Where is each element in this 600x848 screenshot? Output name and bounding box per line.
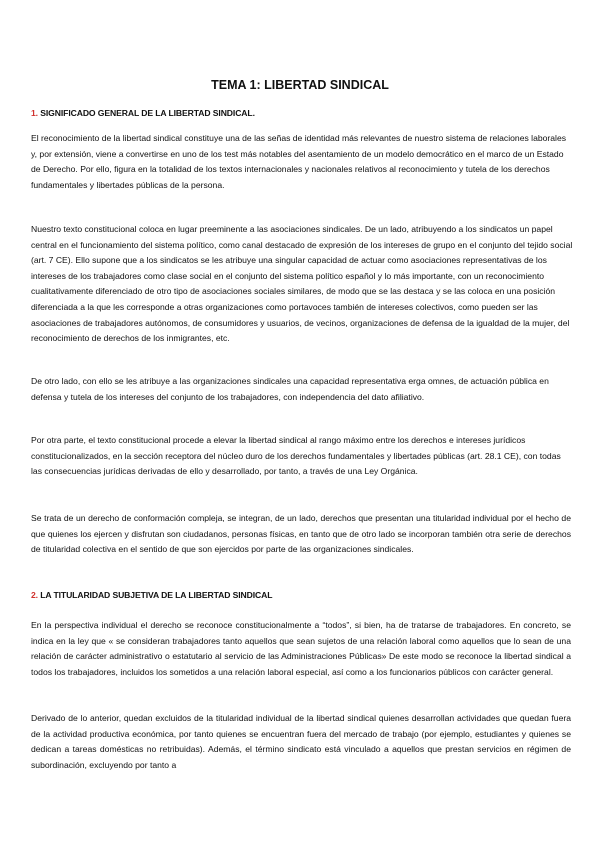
paragraph: Se trata de un derecho de conformación compleja, se integran, de un lado, derechos que presentan una titularidad individual por el hecho de que quienes los ejercen y disfrutan son ciudadanos, personas físicas, en tanto que de otro lado se incorporan también otra serie de derechos de titularidad colectiva en el sentido de que son ejercidos por parte de las organizaciones sindicales. — [31, 513, 571, 555]
paragraph: Por otra parte, el texto constitucional procede a elevar la libertad sindical al rango máximo entre los derechos e intereses jurídicos constitucionalizados, en la sección receptora del núcleo duro de los derechos fundamentales y libertades públicas (art. 28.1 CE), con todas las consecuencias jurídicas derivadas de ello y desarrollado, por tanto, a través de una Ley Orgánica. — [31, 435, 561, 477]
section-heading-2 — [31, 590, 571, 600]
section-title-1: SIGNIFICADO GENERAL DE LA LIBERTAD SINDICAL. — [40, 108, 255, 118]
paragraph: En la perspectiva individual el derecho se reconoce constitucionalmente a “todos”, si bien, ha de tratarse de trabajadores. En concreto, se indica en la ley que « se consideran trabajadores tanto aquellos que sean sujetos de una relación laboral como aquellos que lo sean de una relación de carácter administrativo o estatutario al servicio de las Administraciones Públicas» De este modo se reconoce la libertad sindical a todos los trabajadores, incluidos los sometidos a una relación laboral especial, así como a los funcionarios públicos con carácter general. — [31, 620, 571, 677]
section-heading-1 — [31, 108, 571, 118]
document-title: TEMA 1: LIBERTAD SINDICAL — [211, 78, 389, 92]
section-title-2: LA TITULARIDAD SUBJETIVA DE LA LIBERTAD SINDICAL — [40, 590, 273, 600]
paragraph: Derivado de lo anterior, quedan excluidos de la titularidad individual de la libertad sindical quienes desarrollan actividades que quedan fuera de la actividad productiva económica, por tanto quienes se encuentran fuera del mercado de trabajo (por ejemplo, estudiantes y quienes se dedican a tareas domésticas no retribuidas). Además, el término sindicato está vinculado a aquellos que prestan servicios en régimen de subordinación, excluyendo por tanto a — [31, 713, 571, 770]
section-number-1: 1. — [31, 108, 38, 118]
section-number-2: 2. — [31, 590, 38, 600]
paragraph: Nuestro texto constitucional coloca en lugar preeminente a las asociaciones sindicales. De un lado, atribuyendo a los sindicatos un papel central en el funcionamiento del sistema político, como canal destacado de expresión de los intereses de grupo en el conjunto del tejido social (art. 7 CE). Ello supone que a los sindicatos se les atribuye una singular capacidad de actuar como asociaciones representativas de los intereses de los trabajadores como clase social en el conjunto del sistema político español y lo más importante, con un reconocimiento cualitativamente diferenciado de otro tipo de asociaciones sociales similares, de modo que se las destaca y se las coloca en una posición diferenciada a la que les corresponde a otras organizaciones como portavoces también de intereses colectivos, como pueden ser las asociaciones de trabajadores autónomos, de consumidores y usuarios, de vecinos, organizaciones de defensa de la igualdad de la mujer, del reconocimiento de derechos de los inmigrantes, etc. — [31, 224, 573, 344]
paragraph: El reconocimiento de la libertad sindical constituye una de las señas de identidad más relevantes de nuestro sistema de relaciones laborales y, por extensión, viene a convertirse en uno de los test más notables del asentamiento de un modelo democrático en el marco de un Estado de Derecho. Por ello, figura en la totalidad de los textos internacionales y nacionales relativos al reconocimiento y tutela de los derechos fundamentales y libertades públicas de la persona. — [31, 133, 567, 190]
paragraph: De otro lado, con ello se les atribuye a las organizaciones sindicales una capacidad representativa erga omnes, de actuación pública en defensa y tutela de los intereses del conjunto de los trabajadores, con independencia del dato afiliativo. — [31, 376, 549, 402]
